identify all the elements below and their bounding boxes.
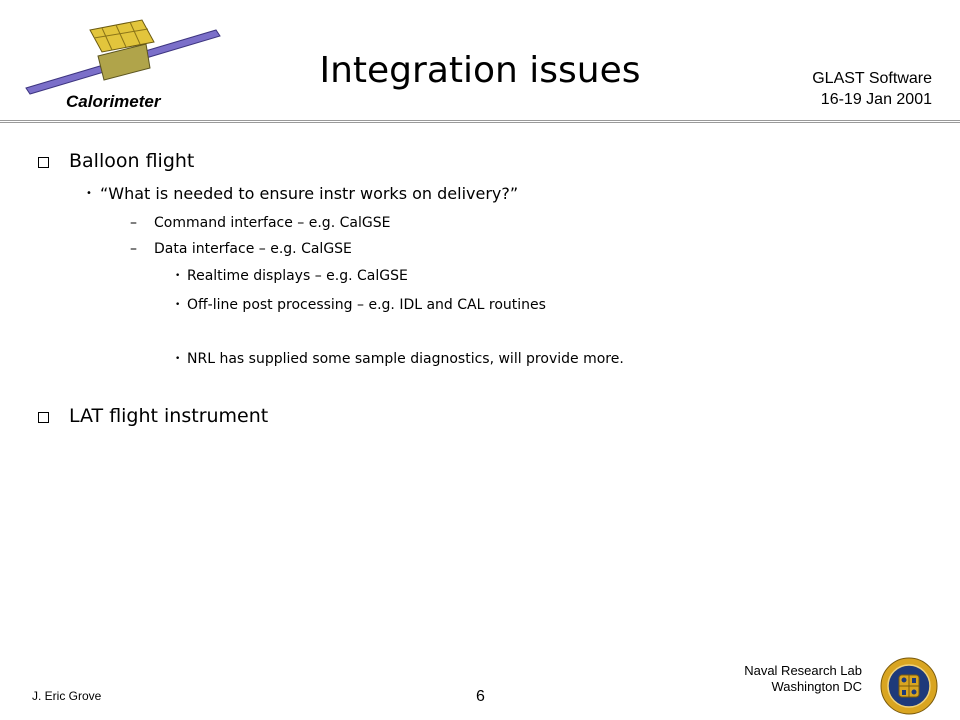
bullet-lat-flight xyxy=(38,405,268,427)
data-interface-text: Data interface – e.g. CalGSE xyxy=(154,241,352,257)
page-title: Integration issues xyxy=(319,50,641,91)
question-text: “What is needed to ensure instr works on delivery?” xyxy=(100,184,519,203)
bullet-balloon-flight xyxy=(38,150,194,172)
nrl-note-text: NRL has supplied some sample diagnostics, will provide more. xyxy=(187,351,624,367)
header-meta xyxy=(812,68,932,110)
square-bullet-icon xyxy=(38,157,49,168)
dot-bullet-icon: • xyxy=(175,271,181,281)
calorimeter-label: Calorimeter xyxy=(66,92,161,111)
dot-bullet-icon: • xyxy=(86,188,92,199)
square-bullet-icon xyxy=(38,412,49,423)
page-number: 6 xyxy=(476,688,485,705)
bullet-nrl-note xyxy=(175,351,624,367)
nrl-seal-icon xyxy=(880,657,938,715)
footer-author: J. Eric Grove xyxy=(32,689,102,703)
satellite-icon xyxy=(22,16,222,96)
footer-organization xyxy=(744,663,862,695)
bullet-question xyxy=(86,184,518,203)
bullet-command-interface xyxy=(130,215,390,231)
bullet-realtime xyxy=(175,268,408,284)
realtime-text: Realtime displays – e.g. CalGSE xyxy=(187,268,408,284)
dash-bullet-icon: – xyxy=(130,241,137,257)
dot-bullet-icon: • xyxy=(175,354,181,364)
lat-flight-heading: LAT flight instrument xyxy=(69,405,269,427)
dash-bullet-icon: – xyxy=(130,215,137,231)
balloon-flight-heading: Balloon flight xyxy=(69,150,195,172)
bullet-data-interface xyxy=(130,241,352,257)
header-divider xyxy=(0,120,960,123)
meeting-date: 16-19 Jan 2001 xyxy=(820,91,932,108)
bullet-offline xyxy=(175,297,546,313)
project-name: GLAST Software xyxy=(812,70,932,87)
offline-text: Off-line post processing – e.g. IDL and CAL routines xyxy=(187,297,546,313)
command-interface-text: Command interface – e.g. CalGSE xyxy=(154,215,391,231)
dot-bullet-icon: • xyxy=(175,300,181,310)
org-location: Washington DC xyxy=(771,679,862,694)
org-name: Naval Research Lab xyxy=(744,663,862,678)
